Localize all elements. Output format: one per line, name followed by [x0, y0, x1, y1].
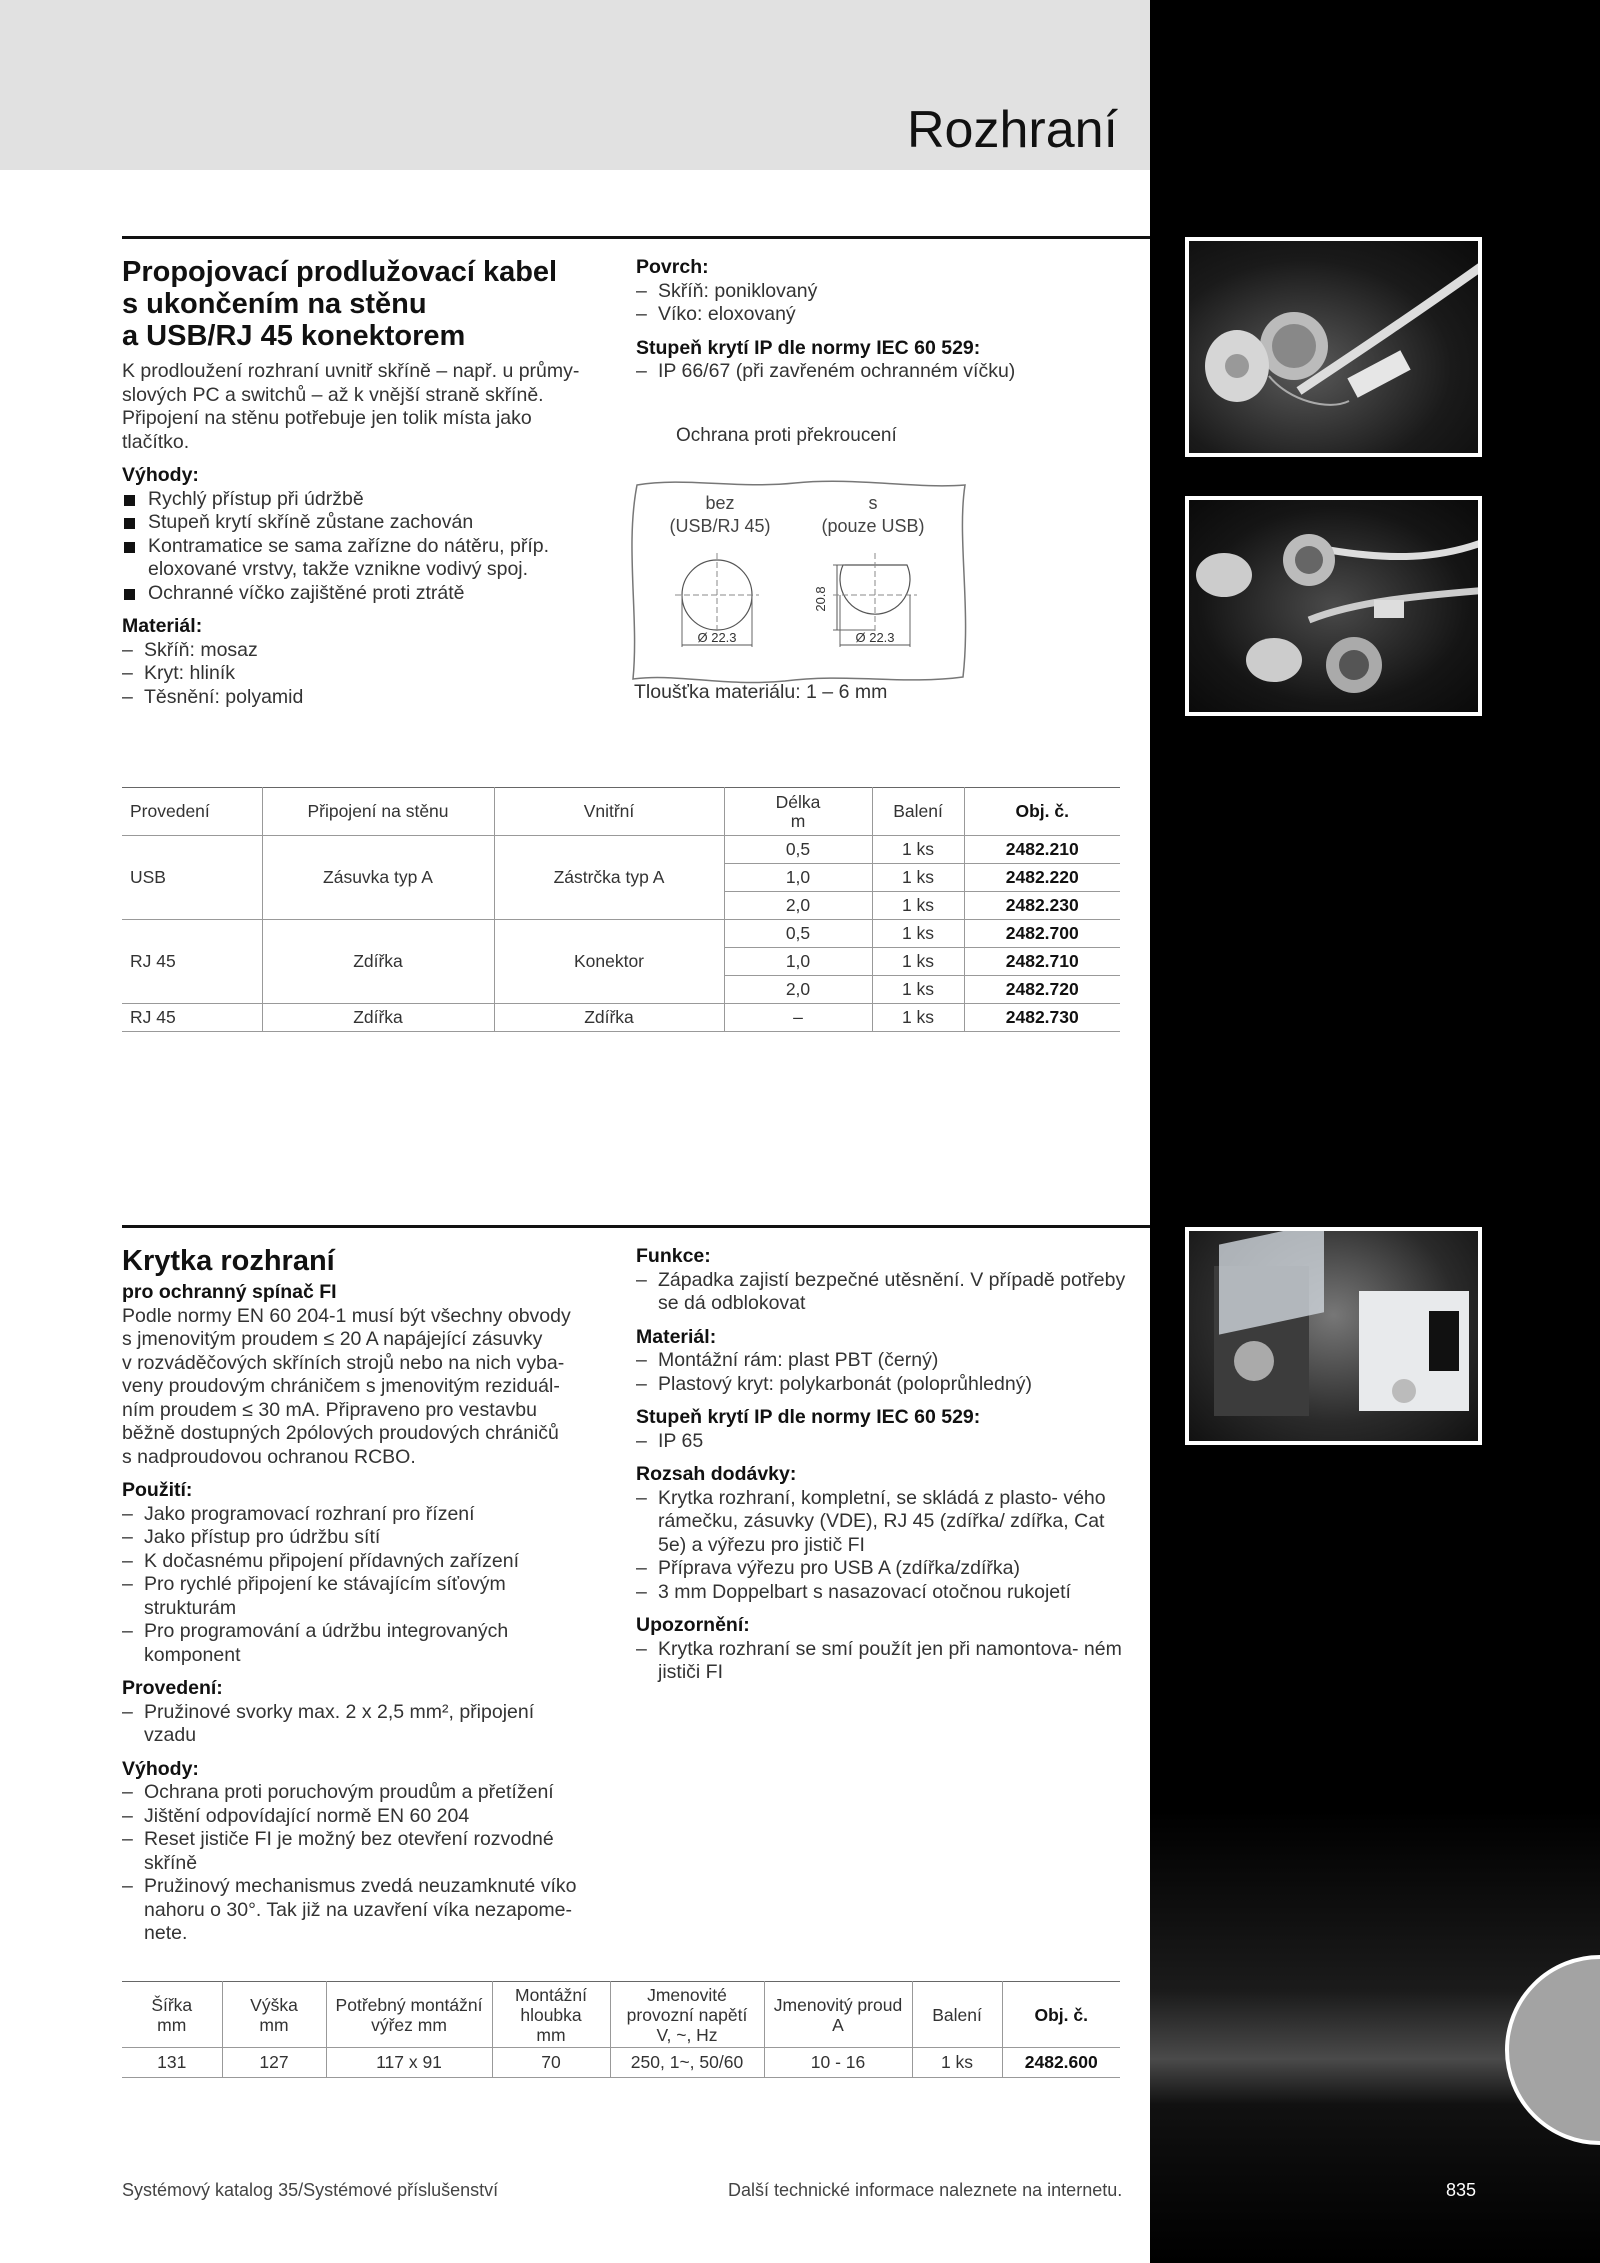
- list-item: – IP 66/67 (při zavřeném ochranném víčku): [636, 360, 1116, 384]
- table-row: 1,0 1 ks 2482.220: [122, 864, 1120, 892]
- list-item: – Krytka rozhraní, kompletní, se skládá z plasto- vého rámečku, zásuvky (VDE), RJ 45 (zdířka/ zdířka, Cat 5e) a výřezu pro jistič FI: [636, 1487, 1126, 1558]
- col-header: Provedení: [122, 788, 262, 836]
- use-title: Použití:: [122, 1479, 193, 1501]
- col-header: Šířka mm: [122, 1982, 222, 2048]
- section2-intro: Podle normy EN 60 204-1 musí být všechny obvody s jmenovitým proudem ≤ 20 A napájející zásuvky v rozváděčových skříních strojů nebo na nich vyba- veny proudovým chráničem s jmenovitým reziduál- ním proudem ≤ 30 mA. Připraveno pro vestavbu běžně dostupných 2pólových proudových chráničů s nadproudovou ochranou RCBO.: [122, 1304, 571, 1468]
- table-row: 2,0 1 ks 2482.230: [122, 892, 1120, 920]
- page-title: Rozhraní: [907, 101, 1118, 159]
- section2-order-table: [122, 1981, 1120, 2078]
- table-row: RJ 45 Zdířka Zdířka – 1 ks 2482.730: [122, 1004, 1120, 1032]
- table-header-row: [122, 788, 1120, 836]
- list-item: – IP 65: [636, 1430, 1126, 1454]
- list-item: – Těsnění: polyamid: [122, 686, 622, 710]
- label-without-detail: (USB/RJ 45): [669, 516, 771, 536]
- col-header: Jmenovité provozní napětí V, ~, Hz: [610, 1982, 764, 2048]
- function-title: Funkce:: [636, 1245, 711, 1267]
- list-item: Stupeň krytí skříně zůstane zachován: [122, 511, 622, 535]
- surface-title: Povrch:: [636, 256, 709, 278]
- list-item: – Víko: eloxovaný: [636, 303, 1116, 327]
- footer-catalog: Systémový katalog 35/Systémové příslušenství: [122, 2180, 499, 2200]
- list-item: – Krytka rozhraní se smí použít jen při namontova- ném jističi FI: [636, 1638, 1126, 1685]
- col-header: Obj. č.: [964, 788, 1120, 836]
- anti-twist-diagram: [625, 462, 970, 702]
- list-item: – 3 mm Doppelbart s nasazovací otočnou rukojetí: [636, 1581, 1126, 1605]
- table-row: 2,0 1 ks 2482.720: [122, 976, 1120, 1004]
- design-list: [122, 1701, 582, 1748]
- ip-list: [636, 1430, 1126, 1454]
- list-item: – Pružinové svorky max. 2 x 2,5 mm², připojení vzadu: [122, 1701, 582, 1748]
- col-header: Obj. č.: [1002, 1982, 1120, 2048]
- product-photo-usb-cable: [1185, 237, 1482, 457]
- adv-title: Výhody:: [122, 1757, 199, 1780]
- scope-list: [636, 1487, 1126, 1605]
- list-item: – Skříň: mosaz: [122, 639, 622, 663]
- list-item: – Pro programování a údržbu integrovaných komponent: [122, 1620, 552, 1667]
- label-with-detail: (pouze USB): [821, 516, 925, 536]
- page-number: 835: [1446, 2180, 1477, 2200]
- col-header: Připojení na stěnu: [262, 788, 494, 836]
- use-list: [122, 1503, 552, 1668]
- list-item: – Montážní rám: plast PBT (černý): [636, 1349, 1126, 1373]
- material-title: Materiál:: [636, 1325, 717, 1348]
- material-list: [122, 639, 622, 710]
- section1-intro: K prodloužení rozhraní uvnitř skříně – např. u průmy- slových PC a switchů – až k vnější straně skříně. Připojení na stěnu potřebuje jen tolik místa jako tlačítko.: [122, 360, 580, 453]
- col-header: Balení: [912, 1982, 1002, 2048]
- ip-title: Stupeň krytí IP dle normy IEC 60 529:: [636, 336, 981, 359]
- advantages-list: [122, 488, 622, 606]
- material-title: Materiál:: [122, 615, 203, 637]
- adv-list: [122, 1781, 602, 1946]
- list-item: – Západka zajistí bezpečné utěsnění. V případě potřeby se dá odblokovat: [636, 1269, 1126, 1316]
- list-item: – Pružinový mechanismus zvedá neuzamknuté víko nahoru o 30°. Tak již na uzavření víka nezapome- nete.: [122, 1875, 602, 1946]
- section2-right-column: [636, 1245, 1126, 1685]
- note-title: Upozornění:: [636, 1614, 750, 1636]
- list-item: – Pro rychlé připojení ke stávajícím síťovým strukturám: [122, 1573, 552, 1620]
- dimension-left: Ø 22.3: [697, 630, 737, 645]
- footer-info: Další technické informace naleznete na internetu.: [728, 2180, 1123, 2200]
- table-row: 1,0 1 ks 2482.710: [122, 948, 1120, 976]
- table-row: 131 127 117 x 91 70 250, 1~, 50/60 10 - 16 1 ks 2482.600: [122, 2048, 1120, 2078]
- section2-subheading: pro ochranný spínač FI: [122, 1281, 337, 1303]
- section1-right-column: [636, 256, 1116, 384]
- list-item: Ochranné víčko zajištěné proti ztrátě: [122, 582, 622, 606]
- scope-title: Rozsah dodávky:: [636, 1463, 797, 1485]
- col-header: Vnitřní: [494, 788, 724, 836]
- table-row: USB Zásuvka typ A Zástrčka typ A 0,5 1 ks 2482.210: [122, 836, 1120, 864]
- list-item: – Příprava výřezu pro USB A (zdířka/zdířka): [636, 1557, 1126, 1581]
- dimension-height: 20.8: [813, 586, 828, 612]
- table-header-row: [122, 1982, 1120, 2048]
- list-item: – Jako přístup pro údržbu sítí: [122, 1526, 552, 1550]
- col-header: Délka m: [724, 788, 872, 836]
- col-header: Jmenovitý proud A: [764, 1982, 912, 2048]
- col-header: Montážní hloubka mm: [492, 1982, 610, 2048]
- section-rule: [122, 236, 1150, 239]
- section2-heading: Krytka rozhraní: [122, 1245, 335, 1277]
- section1-heading: Propojovací prodlužovací kabel s ukončením na stěnu a USB/RJ 45 konektorem: [122, 256, 558, 352]
- list-item: Kontramatice se sama zařízne do nátěru, příp. eloxované vrstvy, takže vznikne vodivý spoj.: [122, 535, 622, 582]
- surface-list: [636, 280, 1116, 327]
- section-rule: [122, 1225, 1150, 1228]
- list-item: – Reset jističe FI je možný bez otevření rozvodné skříně: [122, 1828, 582, 1875]
- ip-list: [636, 360, 1116, 384]
- list-item: – Jištění odpovídající normě EN 60 204: [122, 1805, 602, 1829]
- note-list: [636, 1638, 1126, 1685]
- col-header: Balení: [872, 788, 964, 836]
- label-with: s: [868, 493, 878, 513]
- product-photo-interface-cover: [1185, 1227, 1482, 1445]
- list-item: – Jako programovací rozhraní pro řízení: [122, 1503, 552, 1527]
- ip-title: Stupeň krytí IP dle normy IEC 60 529:: [636, 1406, 981, 1428]
- list-item: – Plastový kryt: polykarbonát (poloprůhledný): [636, 1373, 1126, 1397]
- col-header: Výška mm: [222, 1982, 326, 2048]
- label-without: bez: [705, 493, 735, 513]
- advantages-title: Výhody:: [122, 464, 199, 486]
- list-item: – Ochrana proti poruchovým proudům a přetížení: [122, 1781, 602, 1805]
- function-list: [636, 1269, 1126, 1316]
- list-item: – Skříň: poniklovaný: [636, 280, 1116, 304]
- dimension-right: Ø 22.3: [855, 630, 895, 645]
- material-list: [636, 1349, 1126, 1396]
- section1-left-column: [122, 360, 622, 709]
- design-title: Provedení:: [122, 1677, 223, 1699]
- diagram-title: Ochrana proti překroucení: [676, 425, 897, 446]
- list-item: – Kryt: hliník: [122, 662, 622, 686]
- section2-left-column: [122, 1281, 612, 1946]
- table-row: RJ 45 Zdířka Konektor 0,5 1 ks 2482.700: [122, 920, 1120, 948]
- list-item: Rychlý přístup při údržbě: [122, 488, 622, 512]
- col-header: Potřebný montážní výřez mm: [326, 1982, 492, 2048]
- product-photo-rj45-cable: [1185, 496, 1482, 716]
- material-thickness: Tloušťka materiálu: 1 – 6 mm: [634, 681, 888, 703]
- section1-order-table: [122, 787, 1120, 1032]
- list-item: – K dočasnému připojení přídavných zařízení: [122, 1550, 552, 1574]
